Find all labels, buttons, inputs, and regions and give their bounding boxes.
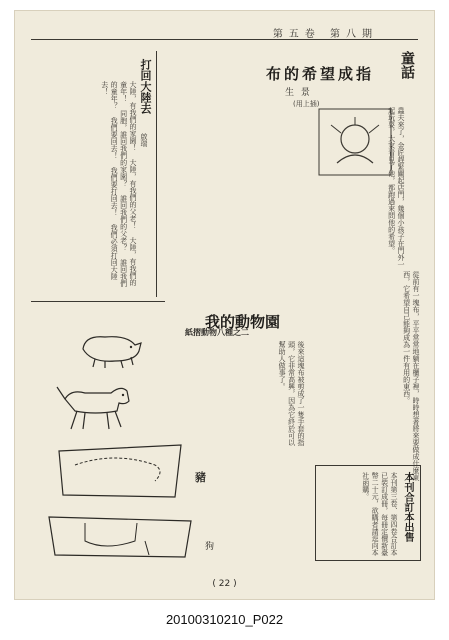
section-rule bbox=[31, 301, 165, 302]
poem-line: 大陸，有我們的童年！ bbox=[119, 81, 137, 286]
announcement-box bbox=[315, 465, 421, 561]
dog-drawing bbox=[55, 377, 135, 433]
running-head: 第五卷 第八期 bbox=[272, 29, 378, 40]
section-label: 童話 bbox=[399, 51, 415, 79]
archive-caption: 20100310210_P022 bbox=[165, 612, 284, 627]
poem-author: 啟瑞 bbox=[140, 133, 148, 147]
zoo-title: 我的動物園 bbox=[205, 313, 281, 331]
pig-label: 豬 bbox=[195, 471, 206, 484]
top-rule bbox=[31, 39, 418, 40]
page-number: ( 22 ) bbox=[212, 579, 237, 589]
poem-line: 同胞，誰回我們的家園？ bbox=[119, 110, 128, 187]
poem-line: 我們必須打回大陸去！ bbox=[100, 81, 119, 280]
poem-line: 大陸，有我們的家園！ bbox=[129, 81, 137, 151]
zoo-subtitle: 紙摺動物八種之二 bbox=[185, 328, 249, 337]
illustration-note: (用上插) bbox=[293, 100, 320, 108]
story-author: 生 景 bbox=[285, 88, 312, 98]
story-paragraph-2: 從前有一塊布，平平常常地躺在櫃子裡，時時想著將來要做成什麼東西，它希望自己能夠成為一件有用的東西。 bbox=[402, 271, 420, 481]
poem-line: 誰回我們的童年？ bbox=[110, 81, 128, 287]
poem-line: 我們要打回去！ bbox=[110, 167, 119, 216]
story-paragraph-1: 蟲夫來了，金匠趕緊關起店門，幾個小孩子在門外一起玩耍，大家看見了他，都跑過來問他的希望。 bbox=[387, 107, 405, 268]
story-title: 布的希望成指 bbox=[265, 65, 374, 83]
story-illustration bbox=[317, 107, 393, 177]
pig-fold-diagram bbox=[55, 441, 185, 501]
poem-title: 打回大陸去 bbox=[139, 59, 152, 114]
poem-box bbox=[39, 51, 157, 297]
poem-lines bbox=[45, 81, 137, 291]
dog-label: 狗 bbox=[205, 542, 215, 552]
poem-line: 大陸，有我們的父老！ bbox=[129, 159, 137, 229]
announcement-text: 本刊第三卷、第四卷合訂本已裝訂成冊，每冊定價新臺幣二十元，欲購者請逕向本社函購。 bbox=[361, 472, 398, 556]
story-paragraph-3 bbox=[155, 341, 305, 451]
pig-drawing bbox=[75, 329, 145, 369]
poem-line: 誰回我們的父老？ bbox=[119, 195, 128, 251]
poem-line: 我們要回去！ bbox=[110, 117, 119, 159]
announcement-title: 本刊合訂本出售 bbox=[402, 472, 413, 542]
story-paragraph-3-text: 後來這塊布被剪成了一隻手套的指頭，它非常高興，因為它終於可以幫助人做事了。 bbox=[278, 341, 305, 446]
magazine-page bbox=[14, 10, 435, 600]
dog-fold-diagram bbox=[45, 511, 195, 561]
